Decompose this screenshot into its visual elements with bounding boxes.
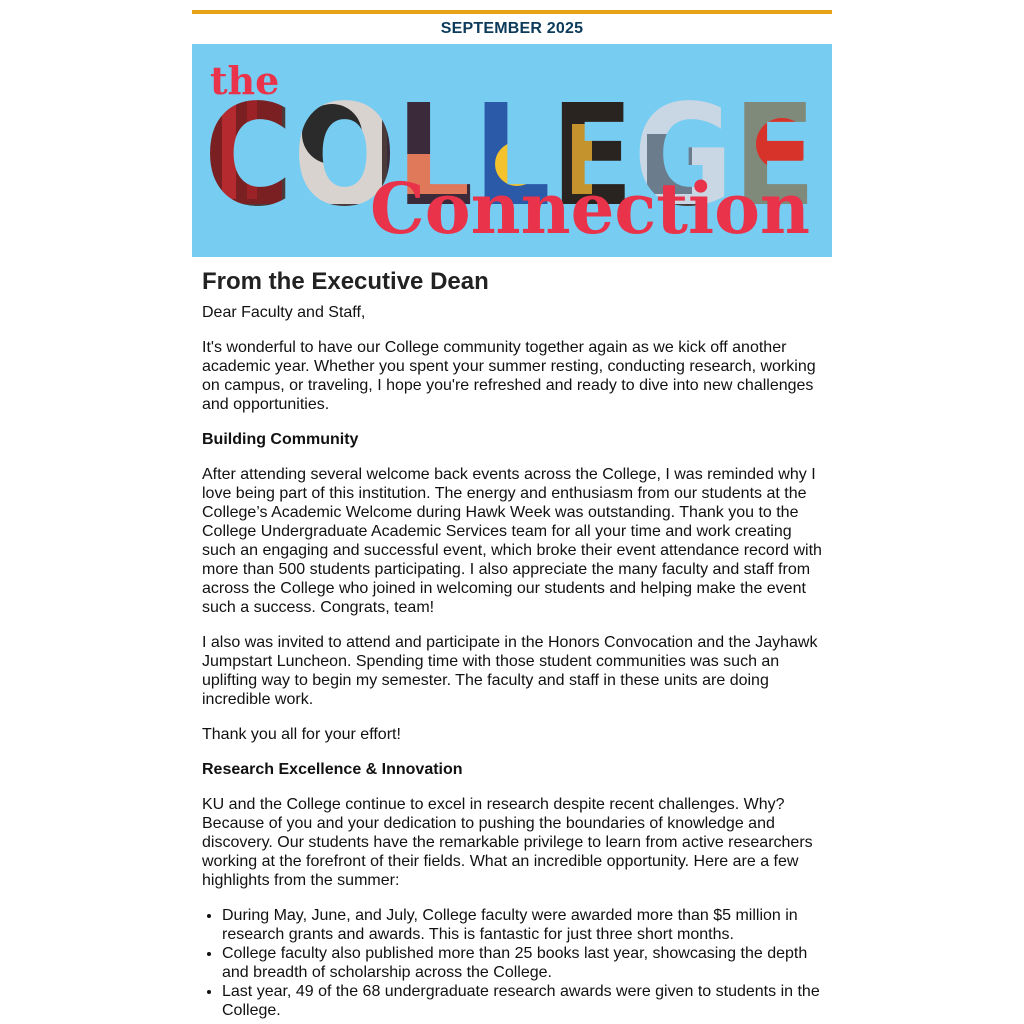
- intro-paragraph: It's wonderful to have our College community together again as we kick off another academic year. Whether you spent your summer resting, conducting research, working on campus, or traveling, I hope you're refreshed and ready to dive into new challenges and opportunities.: [202, 339, 816, 413]
- banner-script-word: Connection: [370, 167, 810, 250]
- section-title-building-community: Building Community: [202, 431, 359, 448]
- banner-small-word: the: [210, 58, 280, 103]
- list-item: • During May, June, and July, College faculty were awarded more than $5 million in research grants and awards. This is fantastic for just three short months.: [222, 906, 822, 944]
- research-paragraph: KU and the College continue to excel in research despite recent challenges. Why? Because of you and your dedication to pushing the boundaries of knowledge and discovery. Our students have the remarkable privilege to learn from active researchers working at the forefront of their fields. What an incredible opportunity. Here are a few highlights from the summer:: [202, 796, 813, 889]
- building-community-paragraph-2: I also was invited to attend and participate in the Honors Convocation and the Jayhawk Jumpstart Luncheon. Spending time with those student communities was such an uplifting way to begin my semester. The faculty and staff in these units are doing incredible work.: [202, 634, 818, 708]
- thank-you-paragraph: Thank you all for your effort!: [202, 726, 401, 743]
- list-item: • College faculty also published more than 25 books last year, showcasing the depth and breadth of scholarship across the College.: [222, 944, 822, 982]
- section-title-research: Research Excellence & Innovation: [202, 761, 463, 778]
- newsletter-banner: [192, 44, 832, 257]
- issue-date: SEPTEMBER 2025: [440, 20, 584, 37]
- greeting: Dear Faculty and Staff,: [202, 304, 366, 321]
- banner-art: [192, 44, 832, 257]
- page-title: From the Executive Dean: [202, 268, 489, 295]
- article-body: [192, 267, 832, 1020]
- banner-big-word: COLLEGE: [204, 75, 816, 238]
- newsletter: [192, 0, 832, 1020]
- building-community-paragraph-1: After attending several welcome back events across the College, I was reminded why I love being part of this institution. The energy and enthusiasm from our students at the College’s Academic Welcome during Hawk Week was outstanding. Thank you to the College Undergraduate Academic Services team for all your time and work creating such an engaging and successful event, which broke their event attendance record with more than 500 students participating. I also appreciate the many faculty and staff from across the College who joined in welcoming our students and helping make the event such a success. Congrats, team!: [202, 466, 822, 616]
- list-item: • Last year, 49 of the 68 undergraduate research awards were given to students in the College.: [222, 982, 822, 1020]
- highlights-list: [202, 906, 822, 1020]
